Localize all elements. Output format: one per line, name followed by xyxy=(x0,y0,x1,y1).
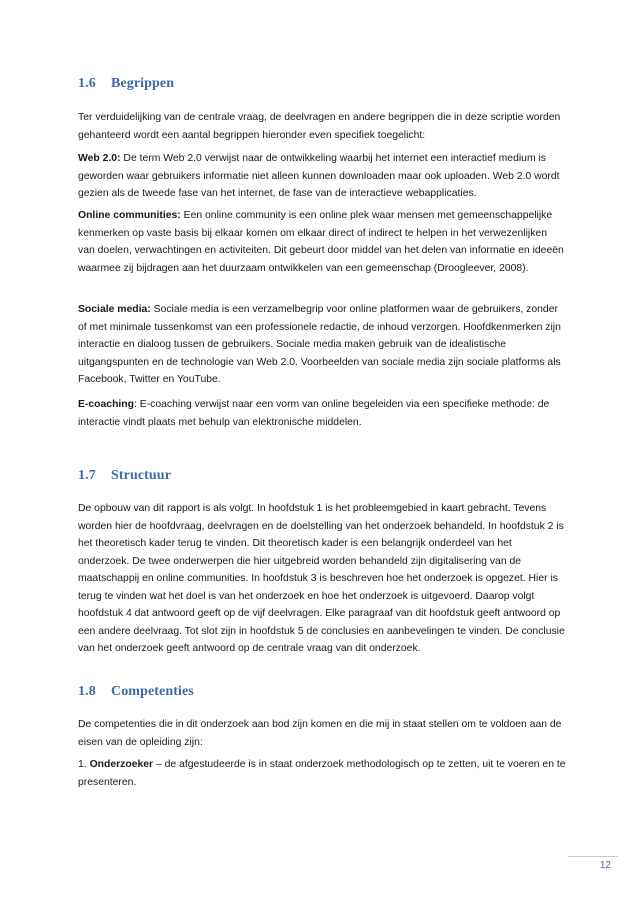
section-number: 1.8 xyxy=(78,684,96,699)
definition-sociale-media xyxy=(78,301,566,389)
definition-web20 xyxy=(78,150,566,203)
definition-term: Web 2.0: xyxy=(78,153,121,164)
definition-text: Sociale media is een verzamelbegrip voor online platformen waar de gebruikers, zonder of met minimale tussenkomst van een professionele redactie, de inhoud verzorgen. Hoofdkenmerken zijn interactie en dialoog tussen de gebruikers. Sociale media maken gebruik van de idealistische uitgangspunten en de technologie van Web 2.0. Voorbeelden van sociale media zijn sociale platforms als Facebook, Twitter en YouTube. xyxy=(78,304,561,385)
section-title: Structuur xyxy=(111,468,172,483)
definition-term: E-coaching xyxy=(78,399,135,410)
page-number: 12 xyxy=(599,860,611,871)
section-number: 1.6 xyxy=(78,76,96,91)
definition-text: De term Web 2.0 verwijst naar de ontwikkeling waarbij het internet een interactief medium is geworden waar gebruikers informatie niet alleen kunnen downloaden maar ook uploaden. Web 2.0 wordt gezien als de tweede fase van het internet, de fase van de interactieve webapplicaties. xyxy=(78,153,560,199)
structuur-body: De opbouw van dit rapport is als volgt. In hoofdstuk 1 is het probleemgebied in kaart gebracht. Tevens worden hier de hoofdvraag, deelvragen en de doelstelling van het onderzoek behandeld. In hoofdstuk 2 is het theoretisch kader terug te vinden. Dit theoretisch kader is een belangrijk onderdeel van het onderzoek. De twee onderwerpen die hier uitgebreid worden behandeld zijn digitalisering van de maatschappij en online communities. In hoofdstuk 3 is beschreven hoe het onderzoek is opgezet. Hier is terug te vinden wat het doel is van het onderzoek en hoe het onderzoek is uitgevoerd. Daarop volgt hoofdstuk 4 dat antwoord geeft op de vijf deelvragen. Elke paragraaf van dit hoofdstuk geeft antwoord op een andere deelvraag. Tot slot zijn in hoofdstuk 5 de conclusies en aanbevelingen te vinden. De conclusie van het onderzoek geeft antwoord op de centrale vraag van dit onderzoek. xyxy=(78,503,565,654)
definition-text: : E-coaching verwijst naar een vorm van online begeleiden via een specifieke methode: de interactie vindt plaats met behulp van elektronische middelen. xyxy=(78,399,550,428)
section-heading-structuur xyxy=(78,467,566,485)
begrippen-intro: Ter verduidelijking van de centrale vraag, de deelvragen en andere begrippen die in deze scriptie worden gehanteerd wordt een aantal begrippen hieronder even specifiek toegelicht: xyxy=(78,112,561,141)
page-number-rule xyxy=(568,856,618,857)
definition-e-coaching xyxy=(78,396,566,431)
definition-term: Online communities: xyxy=(78,210,181,221)
section-number: 1.7 xyxy=(78,468,96,483)
section-title: Competenties xyxy=(111,684,194,699)
competenties-intro: De competenties die in dit onderzoek aan bod zijn komen en die mij in staat stellen om te voldoen aan de eisen van de opleiding zijn: xyxy=(78,719,562,748)
definition-term: Sociale media: xyxy=(78,304,151,315)
competentie-item xyxy=(78,756,566,791)
definition-online-communities xyxy=(78,207,566,277)
item-text: – de afgestudeerde is in staat onderzoek methodologisch op te zetten, uit te voeren en te presenteren. xyxy=(78,759,566,788)
section-title: Begrippen xyxy=(111,76,175,91)
item-prefix: 1. xyxy=(78,759,90,770)
section-heading-begrippen xyxy=(78,75,566,93)
section-heading-competenties xyxy=(78,683,566,701)
item-term: Onderzoeker xyxy=(89,759,154,770)
definition-text: Een online community is een online plek waar mensen met gemeenschappelijke kenmerken op vaste basis bij elkaar komen om elkaar direct of indirect te helpen in het verwezenlijken van doelen, verwachtingen en activiteiten. Dit gebeurt door middel van het delen van informatie en ideeën waarmee zij bijdragen aan het duurzaam ontwikkelen van een gemeenschap (Droogleever, 2008). xyxy=(78,210,564,274)
